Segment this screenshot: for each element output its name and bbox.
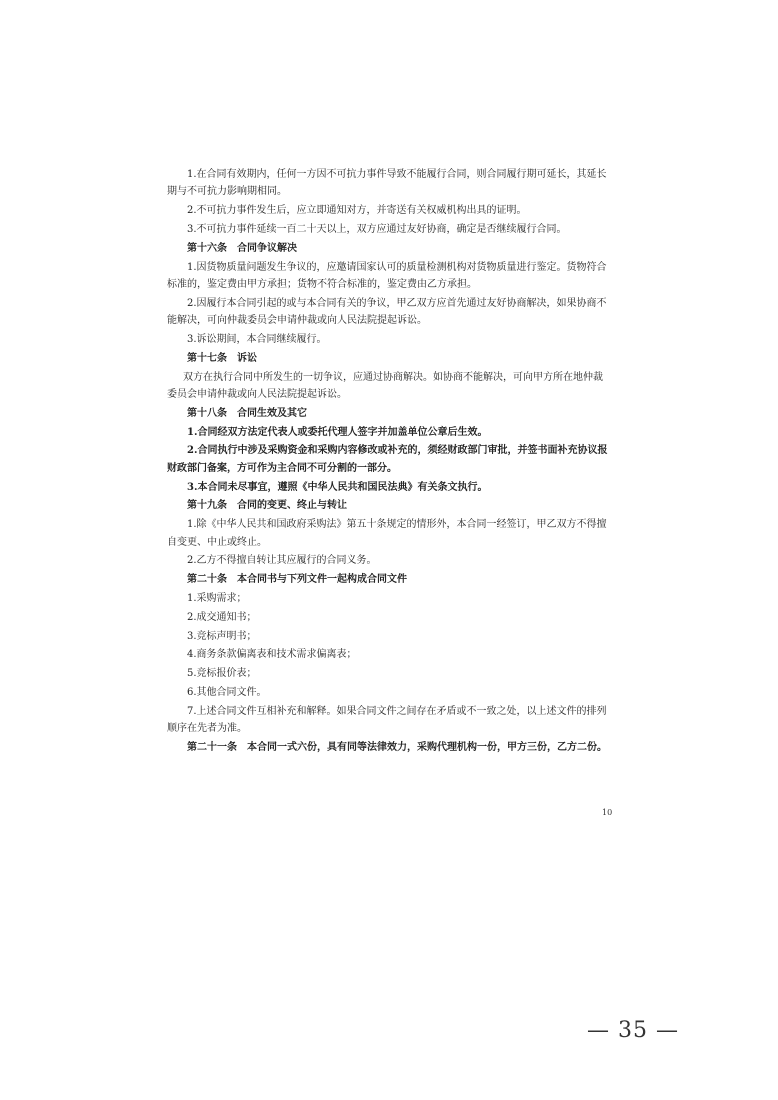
section-heading: 第二十一条 本合同一式六份，具有同等法律效力，采购代理机构一份，甲方三份，乙方二份。 (187, 741, 607, 753)
section-heading: 第十八条 合同生效及其它 (187, 407, 307, 419)
paragraph: 3.竞标声明书； (187, 630, 257, 642)
bold-paragraph: 2.合同执行中涉及采购资金和采购内容修改或补充的，须经财政部门审批，并签书面补充协议报财政部门备案，方可作为主合同不可分割的一部分。 (167, 445, 608, 474)
paragraph: 1.采购需求； (187, 592, 247, 604)
inner-page-number: 10 (602, 808, 613, 817)
paragraph: 3.不可抗力事件延续一百二十天以上，双方应通过友好协商，确定是否继续履行合同。 (187, 224, 567, 235)
paragraph: 1.在合同有效期内，任何一方因不可抗力事件导致不能履行合同，则合同履行期可延长，其延长期与不可抗力影响期相同。 (167, 169, 607, 198)
section-heading: 第十六条 合同争议解决 (187, 242, 297, 254)
paragraph: 1.除《中华人民共和国政府采购法》第五十条规定的情形外，本合同一经签订，甲乙双方不得擅自变更、中止或终止。 (167, 519, 607, 548)
contract-text-body (167, 166, 612, 758)
paragraph: 4.商务条款偏离表和技术需求偏离表； (187, 649, 357, 661)
section-heading: 第十七条 诉讼 (187, 352, 257, 364)
bold-paragraph: 1.合同经双方法定代表人或委托代理人签字并加盖单位公章后生效。 (187, 426, 488, 438)
paragraph: 7.上述合同文件互相补充和解释。如果合同文件之间存在矛盾或不一致之处，以上述文件的排列顺序在先者为准。 (167, 705, 607, 735)
paragraph: 2.不可抗力事件发生后，应立即通知对方，并寄送有关权威机构出具的证明。 (187, 205, 527, 217)
paragraph: 1.因货物质量问题发生争议的，应邀请国家认可的质量检测机构对货物质量进行鉴定。货物符合标准的，鉴定费由甲方承担；货物不符合标准的，鉴定费由乙方承担。 (167, 261, 607, 290)
paragraph: 2.成交通知书； (187, 611, 257, 623)
section-heading: 第十九条 合同的变更、终止与转让 (187, 500, 347, 512)
paragraph: 6.其他合同文件。 (187, 686, 267, 698)
paragraph: 2.因履行本合同引起的或与本合同有关的争议，甲乙双方应首先通过友好协商解决，如果协商不能解决，可向仲裁委员会申请仲裁或向人民法院提起诉讼。 (167, 297, 607, 327)
section-heading: 第二十条 本合同书与下列文件一起构成合同文件 (187, 574, 407, 586)
outer-page-number: — 35 — (587, 1018, 679, 1043)
bold-paragraph: 3.本合同未尽事宜，遵照《中华人民共和国民法典》有关条文执行。 (187, 481, 488, 493)
paragraph: 5.竞标报价表； (187, 668, 257, 680)
paragraph: 双方在执行合同中所发生的一切争议，应通过协商解决。如协商不能解决，可向甲方所在地仲裁委员会申请仲裁或向人民法院提起诉讼。 (167, 371, 603, 400)
paragraph: 3.诉讼期间，本合同继续履行。 (187, 334, 327, 345)
paragraph: 2.乙方不得擅自转让其应履行的合同义务。 (187, 555, 377, 567)
